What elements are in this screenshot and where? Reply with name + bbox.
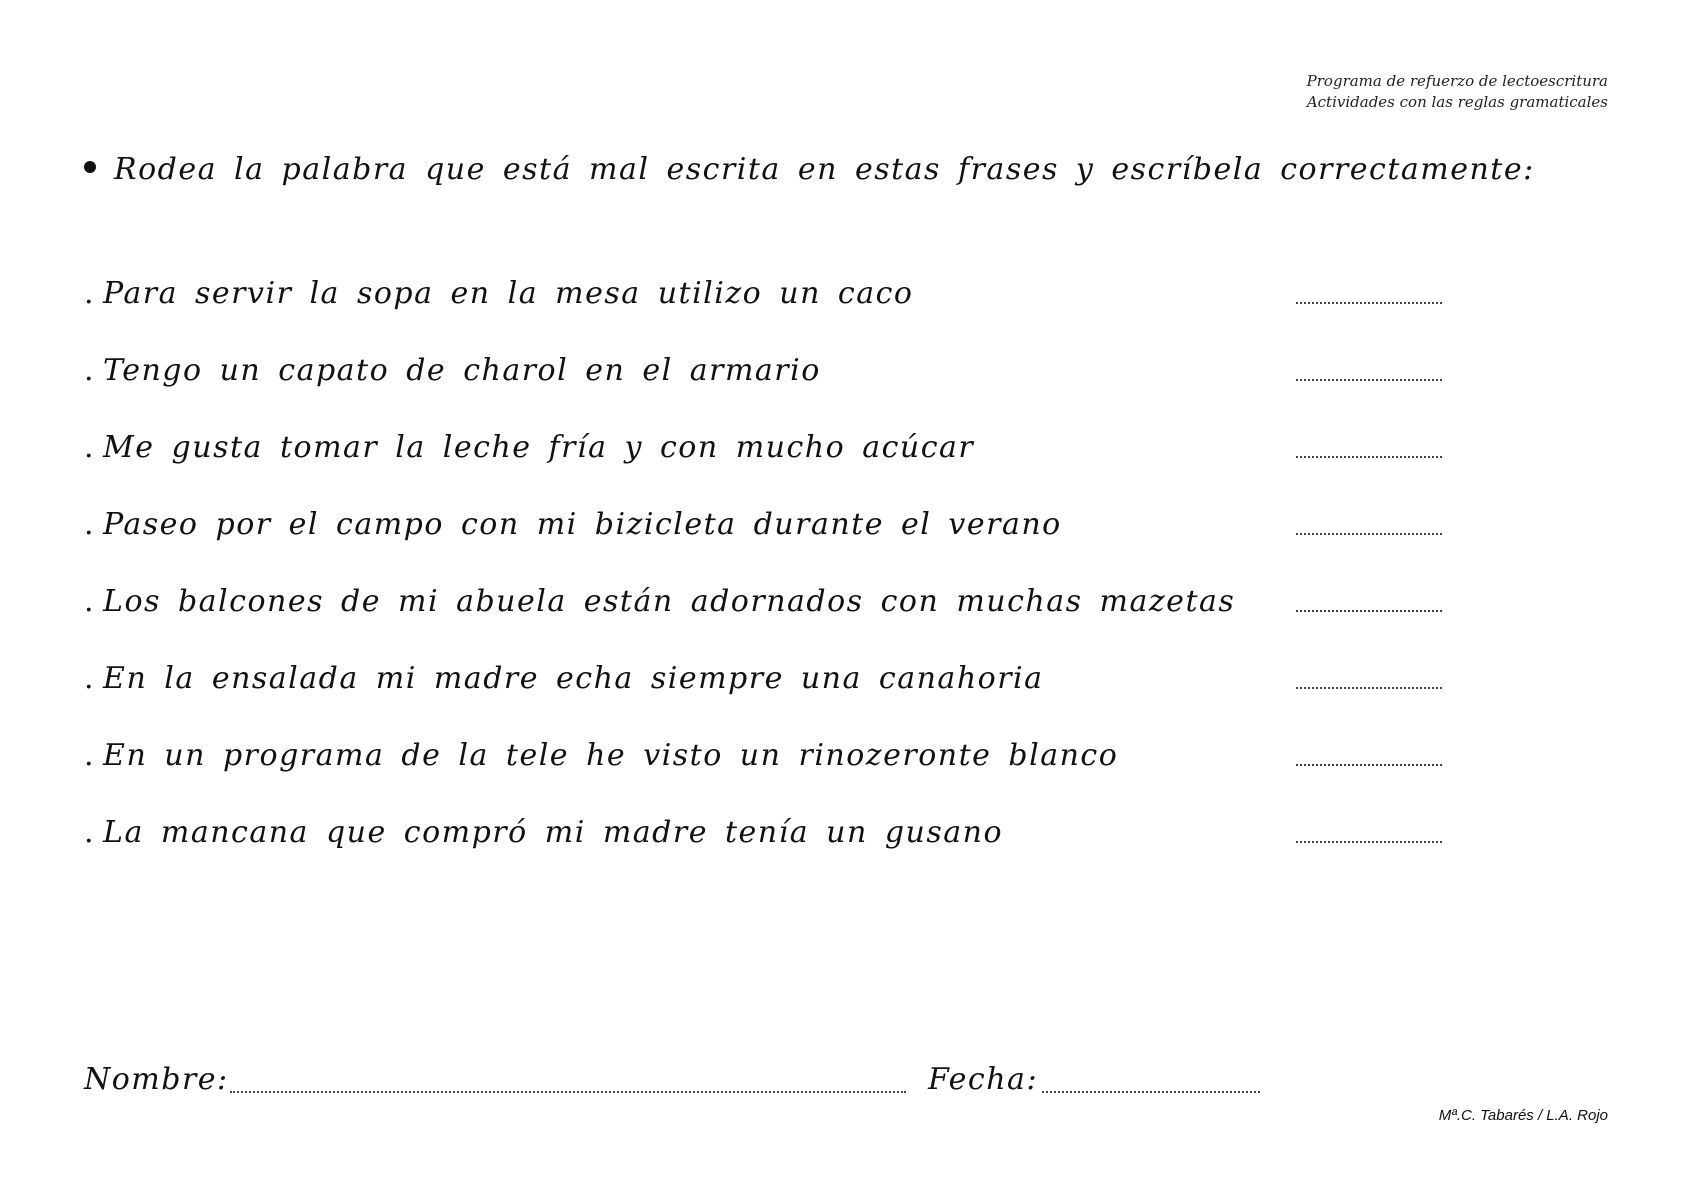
name-field[interactable] [230, 1091, 906, 1093]
sentence-text: Tengo un capato de charol en el armario [103, 353, 821, 388]
sentence-text: La mancana que compró mi madre tenía un gusano [103, 815, 1004, 850]
sentence-list [84, 276, 1454, 906]
sentence-text: En la ensalada mi madre echa siempre una canahoria [103, 661, 1044, 696]
sentence-text: Los balcones de mi abuela están adornados con muchas mazetas [103, 584, 1236, 619]
header-activity-subtitle: Actividades con las reglas gramaticales [1306, 93, 1608, 111]
sentence-text: Para servir la sopa en la mesa utilizo un caco [103, 276, 914, 311]
date-field[interactable] [1042, 1091, 1260, 1093]
sentence-text: En un programa de la tele he visto un rinozeronte blanco [103, 738, 1119, 773]
answer-field[interactable] [1296, 456, 1442, 458]
sentence-text: Me gusta tomar la leche fría y con mucho acúcar [103, 430, 975, 465]
answer-field[interactable] [1296, 533, 1442, 535]
item-marker: . [84, 738, 96, 773]
answer-field[interactable] [1296, 610, 1442, 612]
sentence [84, 351, 821, 391]
item-marker: . [84, 584, 96, 619]
sentence [84, 659, 1044, 699]
sentence [84, 582, 1235, 622]
bullet-icon [84, 161, 96, 173]
sentence [84, 813, 1003, 853]
item-marker: . [84, 507, 96, 542]
sentence-text: Paseo por el campo con mi bizicleta durante el verano [103, 507, 1062, 542]
answer-field[interactable] [1296, 379, 1442, 381]
answer-field[interactable] [1296, 687, 1442, 689]
sentence [84, 274, 913, 314]
instruction-text: Rodea la palabra que está mal escrita en estas frases y escríbela correctamente: [114, 152, 1535, 187]
date-label: Fecha: [928, 1062, 1039, 1097]
answer-field[interactable] [1296, 302, 1442, 304]
item-marker: . [84, 661, 96, 696]
item-marker: . [84, 353, 96, 388]
item-marker: . [84, 276, 96, 311]
sentence [84, 505, 1062, 545]
header [1307, 71, 1608, 113]
instruction [84, 150, 1535, 190]
name-label: Nombre: [84, 1062, 229, 1097]
sentence [84, 428, 974, 468]
answer-field[interactable] [1296, 841, 1442, 843]
answer-field[interactable] [1296, 764, 1442, 766]
authors-credit: Mª.C. Tabarés / L.A. Rojo [1438, 1107, 1608, 1124]
list-item [84, 815, 1454, 906]
sentence [84, 736, 1118, 776]
footer [84, 1062, 1454, 1112]
header-program-title: Programa de refuerzo de lectoescritura [1306, 72, 1608, 90]
item-marker: . [84, 430, 96, 465]
item-marker: . [84, 815, 96, 850]
